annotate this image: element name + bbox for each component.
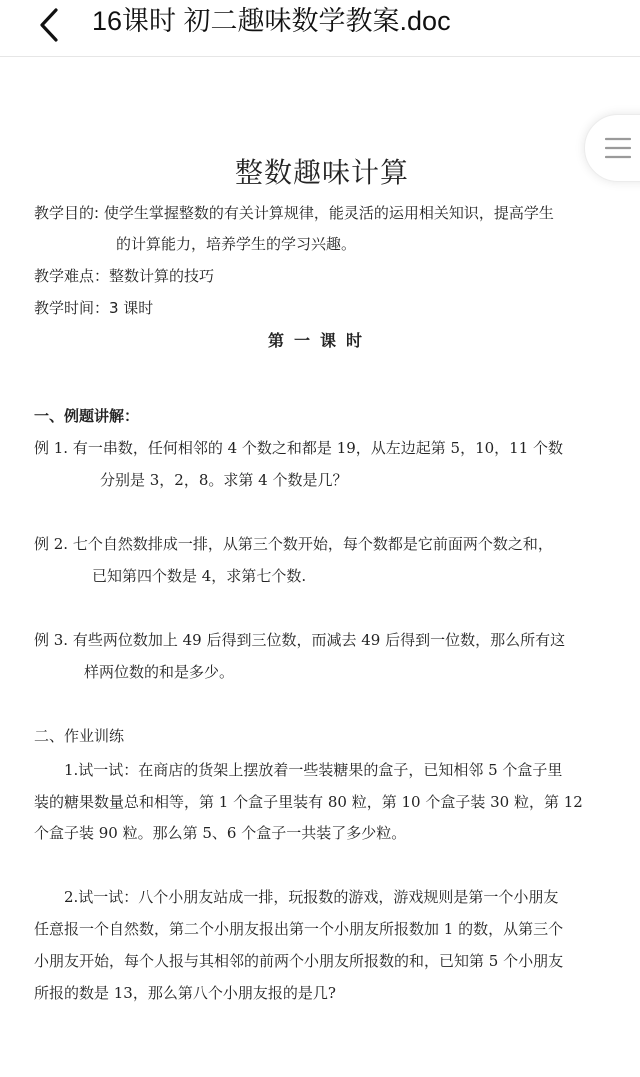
- example-1-line-2: 分别是 3，2，8。求第 4 个数是几？: [100, 471, 348, 489]
- exercise-1-line-3: 个盒子装 90 粒。那么第 5、6 个盒子一共装了多少粒。: [34, 824, 407, 842]
- example-2-line-1: 例 2. 七个自然数排成一排，从第三个数开始，每个数都是它前面两个数之和，: [34, 535, 553, 553]
- purpose-line-1: 教学目的: 使学生掌握整数的有关计算规律，能灵活的运用相关知识，提高学生: [34, 204, 554, 222]
- difficulty-line: 教学难点：整数计算的技巧: [34, 267, 215, 285]
- exercise-2-line-4: 所报的数是 13，那么第八个小朋友报的是几?: [34, 984, 336, 1002]
- section-2-title: 二、作业训练: [34, 727, 125, 745]
- exercise-1-line-1: 1.试一试：在商店的货架上摆放着一些装糖果的盒子，已知相邻 5 个盒子里: [64, 761, 563, 779]
- back-button[interactable]: [30, 6, 70, 46]
- chevron-left-icon: [30, 6, 70, 46]
- document-title: 16课时 初二趣味数学教案.doc: [92, 6, 451, 36]
- exercise-2-line-3: 小朋友开始，每个人报与其相邻的前两个小朋友所报数的和，已知第 5 个小朋友: [34, 952, 564, 970]
- time-line: 教学时间：3 课时: [34, 299, 154, 317]
- exercise-2-line-1: 2.试一试：八个小朋友站成一排，玩报数的游戏，游戏规则是第一个小朋友: [64, 888, 559, 906]
- example-2-line-2: 已知第四个数是 4，求第七个数.: [92, 567, 307, 585]
- section-1-title: 一、例题讲解：: [34, 407, 140, 425]
- document-heading: 整数趣味计算: [234, 156, 409, 189]
- example-1-line-1: 例 1. 有一串数，任何相邻的 4 个数之和都是 19，从左边起第 5，10，11 个数: [34, 439, 564, 457]
- lesson-heading: 第一课时: [267, 331, 372, 350]
- exercise-2-line-2: 任意报一个自然数，第二个小朋友报出第一个小朋友所报数加 1 的数，从第三个: [34, 920, 564, 938]
- top-bar: [0, 0, 640, 57]
- exercise-1-line-2: 装的糖果数量总和相等，第 1 个盒子里装有 80 粒，第 10 个盒子装 30 粒，第 12: [34, 793, 583, 811]
- example-3-line-1: 例 3. 有些两位数加上 49 后得到三位数，而减去 49 后得到一位数，那么所有这: [34, 631, 566, 649]
- document-viewer[interactable]: [0, 56, 640, 1077]
- example-3-line-2: 样两位数的和是多少。: [84, 663, 235, 681]
- purpose-line-2: 的计算能力，培养学生的学习兴趣。: [116, 235, 357, 253]
